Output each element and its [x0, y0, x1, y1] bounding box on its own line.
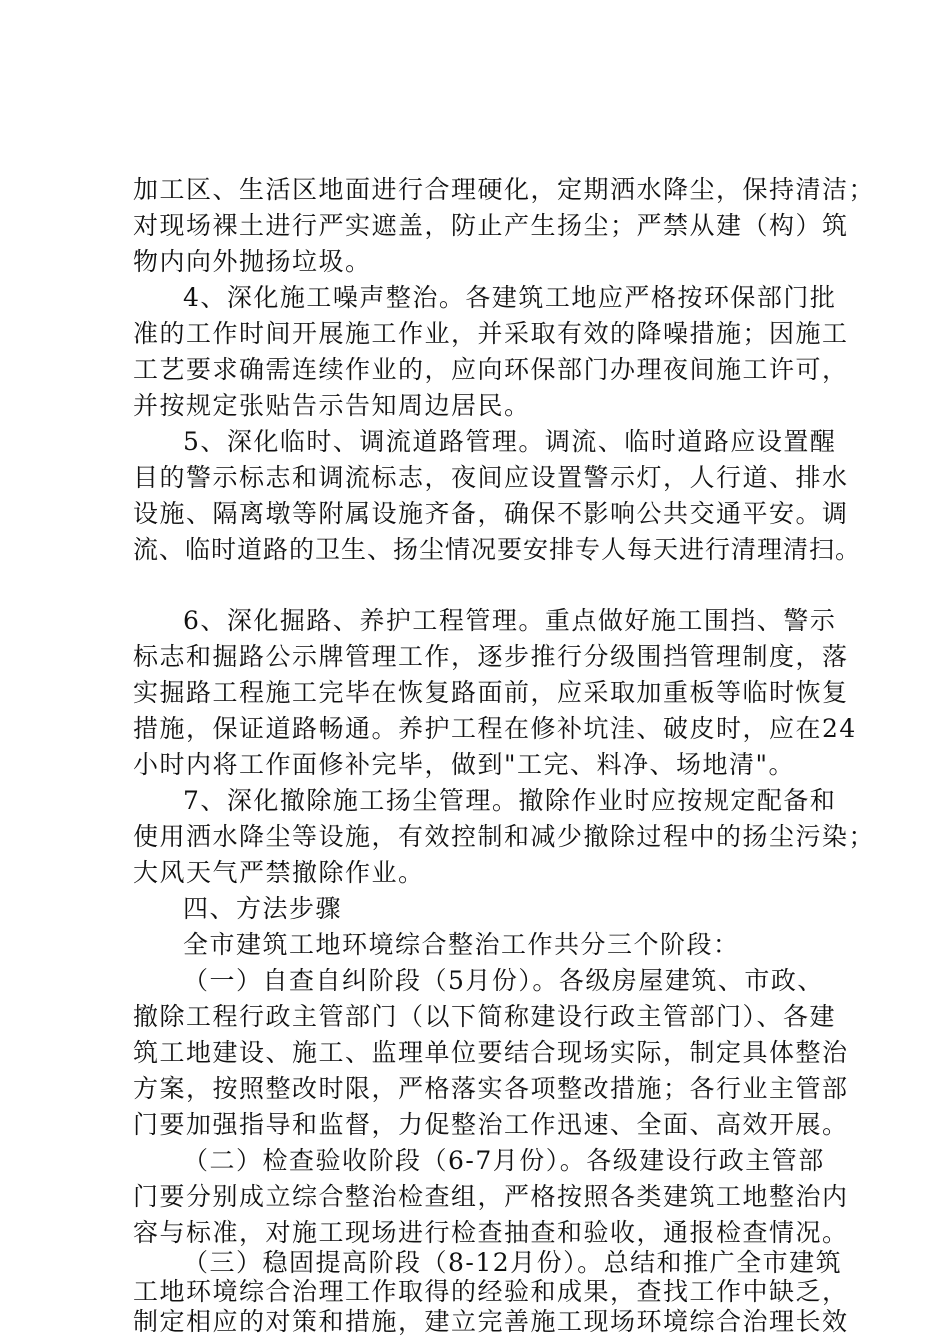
paragraph-start-line: （一）自查自纠阶段（5月份）。各级房屋建筑、市政、: [183, 966, 824, 995]
paragraph-start-line: 7、深化撤除施工扬尘管理。撤除作业时应按规定配备和: [183, 786, 837, 815]
text-line: 门要分别成立综合整治检查组，严格按照各类建筑工地整治内: [133, 1182, 849, 1211]
text-line: 目的警示标志和调流标志，夜间应设置警示灯，人行道、排水: [133, 463, 849, 492]
text-line: 大风天气严禁撤除作业。: [133, 858, 425, 887]
text-line: 使用洒水降尘等设施，有效控制和减少撤除过程中的扬尘污染；: [133, 822, 876, 851]
text-line: 小时内将工作面修补完毕，做到"工完、料净、场地清"。: [133, 750, 796, 779]
paragraph-start-line: （二）检查验收阶段（6-7月份）。各级建设行政主管部: [183, 1146, 825, 1175]
text-line: 准的工作时间开展施工作业，并采取有效的降噪措施；因施工: [133, 319, 849, 348]
text-line: 标志和掘路公示牌管理工作，逐步推行分级围挡管理制度，落: [133, 642, 849, 671]
text-line: 方案，按照整改时限，严格落实各项整改措施；各行业主管部: [133, 1074, 849, 1103]
paragraph-start-line: 6、深化掘路、养护工程管理。重点做好施工围挡、警示: [183, 606, 837, 635]
text-line: 筑工地建设、施工、监理单位要结合现场实际，制定具体整治: [133, 1038, 849, 1067]
text-line: 撤除工程行政主管部门（以下简称建设行政主管部门）、各建: [133, 1002, 837, 1031]
text-line: 工艺要求确需连续作业的，应向环保部门办理夜间施工许可，: [133, 355, 849, 384]
text-line: 工地环境综合治理工作取得的经验和成果，查找工作中缺乏，: [133, 1277, 849, 1307]
paragraph-start-line: （三）稳固提高阶段（8-12月份）。总结和推广全市建筑: [183, 1247, 843, 1277]
text-line: 设施、隔离墩等附属设施齐备，确保不影响公共交通平安。调: [133, 499, 849, 528]
text-line: 并按规定张贴告示告知周边居民。: [133, 391, 531, 420]
text-line: 实掘路工程施工完毕在恢复路面前，应采取加重板等临时恢复: [133, 678, 849, 707]
text-line: 对现场裸土进行严实遮盖，防止产生扬尘；严禁从建（构）筑: [133, 211, 849, 240]
text-line: 流、临时道路的卫生、扬尘情况要安排专人每天进行清理清扫。: [133, 535, 862, 564]
section-heading: 四、方法步骤: [183, 894, 343, 923]
text-line: 制定相应的对策和措施，建立完善施工现场环境综合治理长效: [133, 1307, 849, 1336]
text-line: 措施，保证道路畅通。养护工程在修补坑洼、破皮时，应在24: [133, 714, 857, 743]
paragraph-start-line: 全市建筑工地环境综合整治工作共分三个阶段：: [183, 930, 740, 959]
paragraph-start-line: 4、深化施工噪声整治。各建筑工地应严格按环保部门批: [183, 283, 837, 312]
text-line: 加工区、生活区地面进行合理硬化，定期洒水降尘，保持清洁；: [133, 175, 876, 204]
text-line: 容与标准，对施工现场进行检查抽查和验收，通报检查情况。: [133, 1218, 849, 1247]
text-line: 物内向外抛扬垃圾。: [133, 247, 372, 276]
text-line: 门要加强指导和监督，力促整治工作迅速、全面、高效开展。: [133, 1110, 849, 1139]
paragraph-start-line: 5、深化临时、调流道路管理。调流、临时道路应设置醒: [183, 427, 837, 456]
